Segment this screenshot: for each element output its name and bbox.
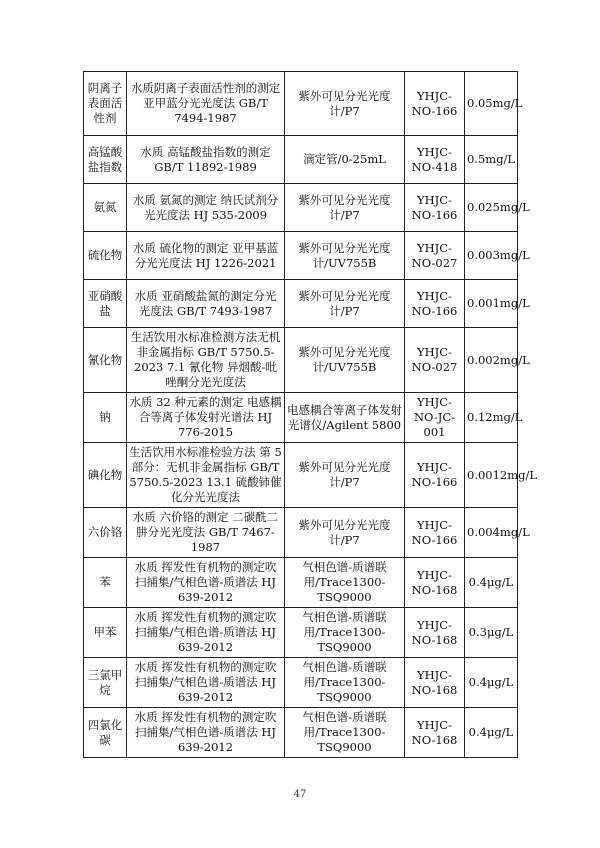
instrument-code: YHJC-NO-168 <box>405 608 465 658</box>
method-standard: 水质 高锰酸盐指数的测定 GB/T 11892-1989 <box>127 136 285 184</box>
instrument-code: YHJC-NO-166 <box>405 72 465 136</box>
method-standard: 生活饮用水标准检测方法无机非金属指标 GB/T 5750.5-2023 7.1 氰化物 异烟酸-吡唑酮分光光度法 <box>127 328 285 393</box>
detection-limit: 0.002mg/L <box>465 328 518 393</box>
analyte-name: 亚硝酸盐 <box>84 280 127 328</box>
method-standard: 水质 六价铬的测定 二碳酰二肼分光光度法 GB/T 7467-1987 <box>127 508 285 558</box>
table-row <box>84 608 518 658</box>
instrument-model: 气相色谱-质谱联用/Trace1300-TSQ9000 <box>285 658 405 708</box>
detection-limit: 0.4μg/L <box>465 558 518 608</box>
instrument-model: 紫外可见分光光度计/P7 <box>285 443 405 508</box>
instrument-code: YHJC-NO-168 <box>405 708 465 758</box>
table-row <box>84 72 518 136</box>
instrument-model: 紫外可见分光光度计/UV755B <box>285 232 405 280</box>
instrument-code: YHJC-NO-166 <box>405 443 465 508</box>
method-standard: 水质 32 种元素的测定 电感耦合等离子体发射光谱法 HJ 776-2015 <box>127 393 285 443</box>
method-standard: 水质 挥发性有机物的测定吹扫捕集/气相色谱-质谱法 HJ 639-2012 <box>127 708 285 758</box>
method-standard: 生活饮用水标准检验方法 第 5 部分：无机非金属指标 GB/T 5750.5-2023 13.1 硫酸铈催化分光光度法 <box>127 443 285 508</box>
method-standard: 水质 亚硝酸盐氮的测定分光光度法 GB/T 7493-1987 <box>127 280 285 328</box>
detection-limit: 0.4μg/L <box>465 708 518 758</box>
detection-limit: 0.001mg/L <box>465 280 518 328</box>
instrument-code: YHJC-NO-027 <box>405 232 465 280</box>
detection-limit: 0.4μg/L <box>465 658 518 708</box>
table-row <box>84 184 518 232</box>
detection-limit: 0.004mg/L <box>465 508 518 558</box>
method-table <box>83 71 538 758</box>
analyte-name: 氰化物 <box>84 328 127 393</box>
instrument-model: 气相色谱-质谱联用/Trace1300-TSQ9000 <box>285 608 405 658</box>
instrument-code: YHJC-NO-JC-001 <box>405 393 465 443</box>
instrument-model: 紫外可见分光光度计/P7 <box>285 72 405 136</box>
analyte-name: 阴离子表面活性剂 <box>84 72 127 136</box>
table-row <box>84 280 518 328</box>
instrument-model: 紫外可见分光光度计/P7 <box>285 184 405 232</box>
instrument-code: YHJC-NO-166 <box>405 184 465 232</box>
table-row <box>84 136 518 184</box>
page-number: 47 <box>293 789 307 800</box>
table-row <box>84 658 518 708</box>
method-standard: 水质阴离子表面活性剂的测定亚甲蓝分光光度法 GB/T 7494-1987 <box>127 72 285 136</box>
analyte-name: 苯 <box>84 558 127 608</box>
method-standard: 水质 挥发性有机物的测定吹扫捕集/气相色谱-质谱法 HJ 639-2012 <box>127 608 285 658</box>
detection-limit: 0.3μg/L <box>465 608 518 658</box>
instrument-model: 紫外可见分光光度计/UV755B <box>285 328 405 393</box>
analyte-name: 六价铬 <box>84 508 127 558</box>
analyte-name: 甲苯 <box>84 608 127 658</box>
instrument-code: YHJC-NO-166 <box>405 508 465 558</box>
instrument-model: 电感耦合等离子体发射光谱仪/Agilent 5800 <box>285 393 405 443</box>
method-standard: 水质 硫化物的测定 亚甲基蓝分光光度法 HJ 1226-2021 <box>127 232 285 280</box>
detection-limit: 0.5mg/L <box>465 136 518 184</box>
table-row <box>84 708 518 758</box>
instrument-model: 紫外可见分光光度计/P7 <box>285 508 405 558</box>
instrument-model: 滴定管/0-25mL <box>285 136 405 184</box>
analyte-name: 四氯化碳 <box>84 708 127 758</box>
detection-limit: 0.0012mg/L <box>465 443 518 508</box>
method-standard: 水质 挥发性有机物的测定吹扫捕集/气相色谱-质谱法 HJ 639-2012 <box>127 658 285 708</box>
instrument-model: 气相色谱-质谱联用/Trace1300-TSQ9000 <box>285 708 405 758</box>
instrument-code: YHJC-NO-166 <box>405 280 465 328</box>
instrument-code: YHJC-NO-027 <box>405 328 465 393</box>
table-row <box>84 443 518 508</box>
analyte-name: 高锰酸盐指数 <box>84 136 127 184</box>
analyte-name: 硫化物 <box>84 232 127 280</box>
detection-limit: 0.05mg/L <box>465 72 518 136</box>
analyte-name: 三氯甲烷 <box>84 658 127 708</box>
detection-limit: 0.003mg/L <box>465 232 518 280</box>
detection-limit: 0.025mg/L <box>465 184 518 232</box>
instrument-code: YHJC-NO-168 <box>405 658 465 708</box>
detection-limit: 0.12mg/L <box>465 393 518 443</box>
table-row <box>84 393 518 443</box>
instrument-model: 紫外可见分光光度计/P7 <box>285 280 405 328</box>
table-row <box>84 508 518 558</box>
table-row <box>84 232 518 280</box>
method-standard: 水质 挥发性有机物的测定吹扫捕集/气相色谱-质谱法 HJ 639-2012 <box>127 558 285 608</box>
analyte-name: 氨氮 <box>84 184 127 232</box>
instrument-code: YHJC-NO-418 <box>405 136 465 184</box>
table-row <box>84 328 518 393</box>
instrument-model: 气相色谱-质谱联用/Trace1300-TSQ9000 <box>285 558 405 608</box>
method-standard: 水质 氨氮的测定 纳氏试剂分光光度法 HJ 535-2009 <box>127 184 285 232</box>
analyte-name: 碘化物 <box>84 443 127 508</box>
analyte-name: 钠 <box>84 393 127 443</box>
instrument-code: YHJC-NO-168 <box>405 558 465 608</box>
table-row <box>84 558 518 608</box>
